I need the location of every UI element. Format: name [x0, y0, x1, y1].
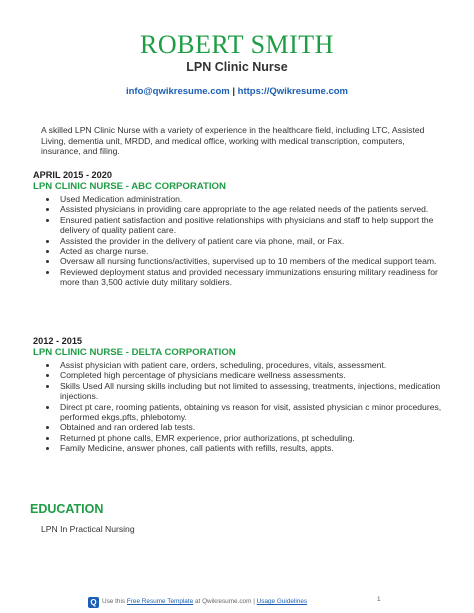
list-item: • Assist physician with patient care, orders, scheduling, procedures, vitals, assessment. — [58, 360, 443, 370]
candidate-name: ROBERT SMITH — [140, 30, 334, 59]
footer-prefix: Use this — [102, 598, 127, 605]
list-item: • Assisted physicians in providing care appropriate to the age related needs of the patients served. — [58, 204, 443, 214]
list-item: • Acted as charge nurse. — [58, 246, 443, 256]
footer-text — [102, 598, 307, 605]
education-item: LPN In Practical Nursing — [41, 524, 135, 534]
usage-guidelines-link[interactable]: Usage Guidelines — [256, 598, 308, 605]
website-link[interactable]: https://Qwikresume.com — [237, 86, 349, 97]
experience-dates: 2012 - 2015 — [33, 336, 83, 346]
experience-bullets — [33, 360, 443, 454]
summary-paragraph: A skilled LPN Clinic Nurse with a variety of experience in the healthcare field, including LTC, Assisted Living, dementia unit, MRDD, and medical office, working with medical transcription, computers, insurance, and filing. — [41, 125, 425, 157]
list-item: • Family Medicine, answer phones, call patients with refills, results, appts. — [58, 443, 443, 453]
list-item: • Reviewed deployment status and provided necessary immunizations ensuring military readiness for more than 3,500 activie duty military soldiers. — [58, 267, 443, 288]
email-link[interactable]: info@qwikresume.com — [125, 86, 230, 97]
list-item: • Returned pt phone calls, EMR experience, prior authorizations, pt scheduling. — [58, 433, 443, 443]
experience-role: LPN CLINIC NURSE - DELTA CORPORATION — [33, 347, 236, 358]
footer — [0, 593, 474, 613]
list-item: • Used Medication administration. — [58, 194, 443, 204]
experience-entry — [33, 336, 443, 454]
experience-dates: APRIL 2015 - 2020 — [33, 170, 112, 180]
footer-middle: at Qwikresume.com | — [193, 598, 257, 605]
list-item: • Skills Used All nursing skills including but not limited to assessing, treatments, injections, medication injections. — [58, 381, 443, 402]
free-template-link[interactable]: Free Resume Template — [126, 598, 194, 605]
list-item: • Completed high percentage of physicians medicare wellness assessments. — [58, 370, 443, 380]
list-item: • Obtained and ran ordered lab tests. — [58, 422, 443, 432]
qwikresume-logo-icon: Q — [88, 597, 99, 608]
list-item: • Ensured patient satisfaction and positive relationships with physicians and staff to help support the delivery of quality patient care. — [58, 215, 443, 236]
experience-role: LPN CLINIC NURSE - ABC CORPORATION — [33, 181, 226, 192]
page-number: 1 — [377, 596, 381, 603]
list-item: • Oversaw all nursing functions/activities, supervised up to 10 members of the medical support team. — [58, 256, 443, 266]
experience-bullets — [33, 194, 443, 288]
contact-line — [0, 86, 474, 97]
list-item: • Assisted the provider in the delivery of patient care via phone, mail, or Fax. — [58, 236, 443, 246]
education-heading: EDUCATION — [30, 502, 104, 516]
job-title: LPN Clinic Nurse — [186, 60, 288, 74]
contact-separator: | — [229, 86, 238, 97]
experience-entry — [33, 170, 443, 288]
list-item: • Direct pt care, rooming patients, obtaining vs reason for visit, assisted physician c minor procedures, performed ekgs,pfts, phlebotomy. — [58, 402, 443, 423]
